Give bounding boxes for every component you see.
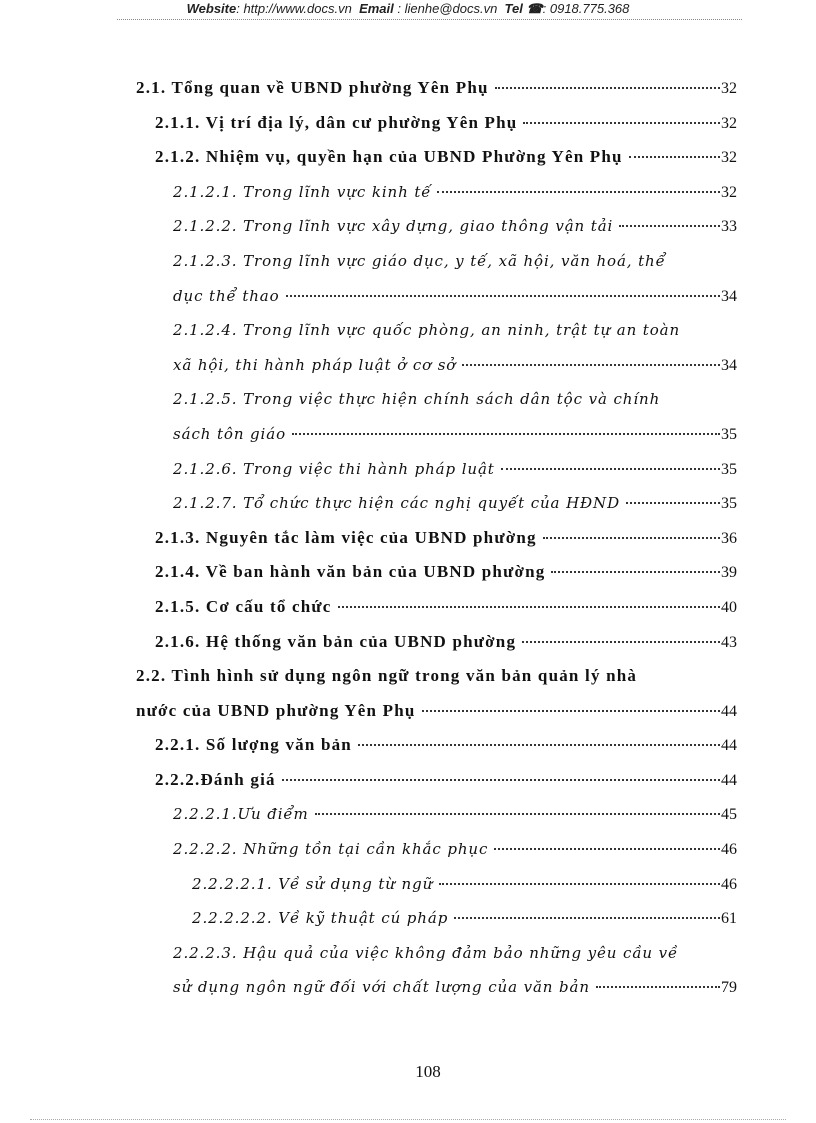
toc-page-number: 32: [721, 114, 737, 132]
toc-entry-title: 2.1.1. Vị trí địa lý, dân cư phường Yên Phụ: [155, 112, 518, 132]
toc-entry[interactable]: [155, 106, 737, 141]
toc-page-number: 46: [721, 875, 737, 893]
toc-page-number: 40: [721, 598, 737, 616]
toc-entry[interactable]: [155, 521, 737, 556]
toc-entry-title: 2.1.2.5. Trong việc thực hiện chính sách dân tộc và chính: [173, 390, 661, 409]
toc-entry-title: 2.1.5. Cơ cấu tổ chức: [155, 596, 332, 616]
toc-entry[interactable]: [173, 417, 737, 452]
dot-leader: [315, 813, 720, 815]
tel-label: Tel ☎: [504, 1, 543, 16]
dot-leader: [286, 295, 720, 297]
toc-entry-title: 2.1. Tổng quan về UBND phường Yên Phụ: [136, 78, 489, 97]
toc-entry[interactable]: [173, 486, 737, 521]
dot-leader: [292, 433, 720, 435]
toc-page-number: 36: [721, 529, 737, 547]
toc-page-number: 44: [721, 771, 737, 789]
toc-entry-title: 2.1.2.7. Tổ chức thực hiện các nghị quyết của HĐND: [173, 494, 621, 513]
toc-entry-line[interactable]: [173, 313, 737, 348]
toc-entry-title: 2.2.2.1.Ưu điểm: [173, 805, 309, 824]
toc-entry[interactable]: [192, 901, 737, 936]
dot-leader: [454, 917, 720, 919]
toc-page-number: 46: [721, 841, 737, 859]
toc-page-number: 45: [721, 806, 737, 824]
toc-entry-line[interactable]: [173, 382, 737, 417]
dot-leader: [596, 986, 720, 988]
toc-entry-title: 2.2.2.2. Những tồn tại cần khắc phục: [173, 840, 489, 859]
toc-entry-title: xã hội, thi hành pháp luật ở cơ sở: [173, 355, 457, 374]
email-label: Email: [359, 1, 394, 16]
dot-leader: [282, 779, 720, 781]
toc-entry[interactable]: [155, 140, 737, 175]
toc-page-number: 39: [721, 564, 737, 582]
toc-page-number: 79: [721, 979, 737, 997]
footer-divider: [30, 1119, 786, 1120]
toc-entry[interactable]: [173, 452, 737, 487]
website-link[interactable]: : http://www.docs.vn: [236, 1, 352, 16]
toc-page-number: 43: [721, 633, 737, 651]
toc-page-number: 33: [721, 218, 737, 236]
dot-leader: [494, 848, 720, 850]
toc-page-number: 35: [721, 425, 737, 443]
toc-page-number: 32: [721, 80, 737, 97]
tel-number: : 0918.775.368: [542, 1, 630, 16]
toc-entry[interactable]: [173, 797, 737, 832]
dot-leader: [437, 191, 720, 193]
toc-entry-line[interactable]: [136, 659, 737, 694]
toc-entry-title: 2.2.2.Đánh giá: [155, 769, 276, 789]
website-label: Website: [186, 1, 237, 16]
dot-leader: [358, 744, 720, 746]
toc-page-number: 35: [721, 460, 737, 478]
toc-entry-title: 2.2.2.2.1. Về sử dụng từ ngữ: [192, 874, 434, 893]
toc-entry-title: 2.1.2.4. Trong lĩnh vực quốc phòng, an ninh, trật tự an toàn: [173, 321, 681, 340]
page-header: [0, 0, 816, 17]
toc-page-number: 34: [721, 356, 737, 374]
dot-leader: [522, 641, 720, 643]
toc-entry[interactable]: [155, 625, 737, 660]
toc-page-number: 35: [721, 495, 737, 513]
toc-entry-line[interactable]: [173, 936, 737, 971]
dot-leader: [338, 606, 720, 608]
dot-leader: [523, 122, 720, 124]
toc-entry-title: 2.1.6. Hệ thống văn bản của UBND phường: [155, 631, 517, 651]
toc-entry[interactable]: [155, 590, 737, 625]
toc-entry-title: 2.1.2.3. Trong lĩnh vực giáo dục, y tế, xã hội, văn hoá, thể: [173, 251, 666, 270]
toc-entry[interactable]: [136, 71, 737, 106]
dot-leader: [543, 537, 720, 539]
dot-leader: [629, 156, 720, 158]
dot-leader: [439, 883, 720, 885]
toc-entry[interactable]: [155, 763, 737, 798]
table-of-contents: [0, 71, 816, 1005]
toc-entry-title: 2.1.2.2. Trong lĩnh vực xây dựng, giao thông vận tải: [173, 217, 614, 236]
toc-page-number: 32: [721, 183, 737, 201]
toc-entry[interactable]: [136, 694, 737, 729]
toc-page-number: 34: [721, 287, 737, 305]
toc-entry[interactable]: [155, 555, 737, 590]
toc-page-number: 61: [721, 910, 737, 928]
toc-entry-title: 2.1.4. Về ban hành văn bản của UBND phường: [155, 562, 546, 582]
toc-entry[interactable]: [173, 209, 737, 244]
toc-entry[interactable]: [173, 279, 737, 314]
page-number: 108: [415, 1062, 441, 1081]
toc-entry[interactable]: [173, 175, 737, 210]
dot-leader: [462, 364, 720, 366]
toc-page-number: 32: [721, 149, 737, 167]
toc-entry-title: 2.2.2.3. Hậu quả của việc không đảm bảo những yêu cầu về: [173, 943, 679, 962]
toc-entry-title: sử dụng ngôn ngữ đối với chất lượng của văn bản: [173, 978, 590, 997]
dot-leader: [501, 468, 720, 470]
email-link[interactable]: : lienhe@docs.vn: [397, 1, 498, 16]
toc-entry-line[interactable]: [173, 244, 737, 279]
toc-entry-title: 2.2. Tình hình sử dụng ngôn ngữ trong văn bản quản lý nhà: [136, 666, 638, 686]
toc-entry-title: dục thể thao: [173, 286, 280, 305]
toc-entry[interactable]: [192, 867, 737, 902]
dot-leader: [619, 225, 720, 227]
toc-entry-title: 2.1.3. Nguyên tắc làm việc của UBND phường: [155, 527, 537, 547]
dot-leader: [422, 710, 720, 712]
toc-entry-title: 2.2.2.2.2. Về kỹ thuật cú pháp: [192, 909, 449, 928]
toc-entry-title: nước của UBND phường Yên Phụ: [136, 700, 416, 720]
toc-entry-title: sách tôn giáo: [173, 424, 287, 443]
dot-leader: [495, 87, 720, 89]
dot-leader: [551, 571, 720, 573]
toc-entry[interactable]: [173, 970, 737, 1005]
toc-entry-title: 2.2.1. Số lượng văn bản: [155, 735, 352, 755]
toc-entry[interactable]: [173, 832, 737, 867]
header-divider: [117, 19, 742, 20]
dot-leader: [626, 502, 720, 504]
toc-entry-title: 2.1.2. Nhiệm vụ, quyền hạn của UBND Phường Yên Phụ: [155, 147, 623, 167]
toc-entry-title: 2.1.2.1. Trong lĩnh vực kinh tế: [173, 182, 432, 201]
toc-entry[interactable]: [155, 728, 737, 763]
toc-page-number: 44: [721, 737, 737, 755]
toc-entry-title: 2.1.2.6. Trong việc thi hành pháp luật: [173, 459, 495, 478]
toc-page-number: 44: [721, 702, 737, 720]
toc-entry[interactable]: [173, 348, 737, 383]
